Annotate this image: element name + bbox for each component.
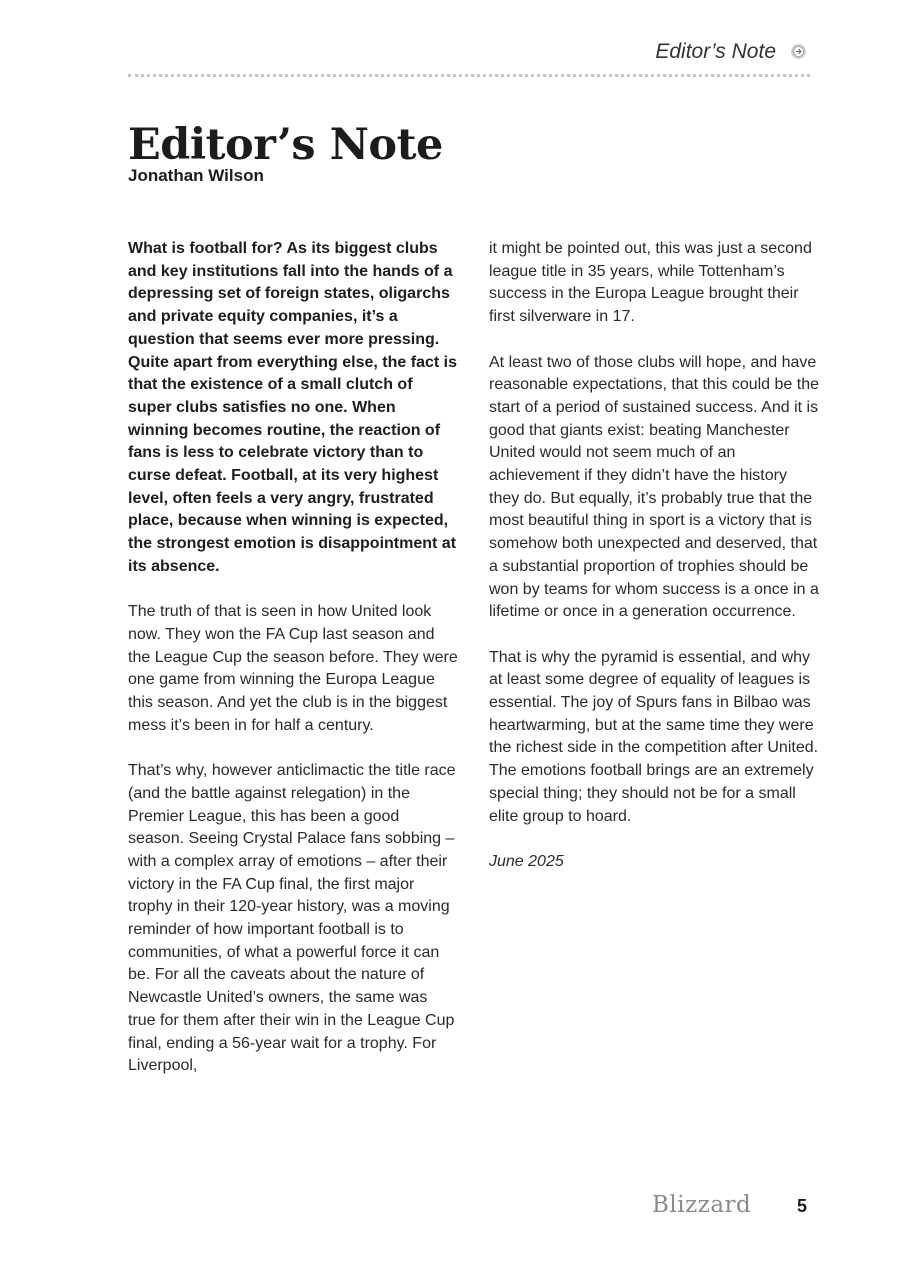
running-header-title: Editor’s Note xyxy=(655,40,776,63)
arrow-circle-icon xyxy=(791,44,806,59)
footer-brand: Blizzard xyxy=(652,1192,752,1218)
article-column-right xyxy=(489,238,819,896)
body-paragraph: it might be pointed out, this was just a second league title in 35 years, while Tottenham’s success in the Europa League brought their first silverware in 17. xyxy=(489,240,812,326)
article-author: Jonathan Wilson xyxy=(128,166,264,185)
page-number: 5 xyxy=(797,1196,808,1216)
body-paragraph: At least two of those clubs will hope, and have reasonable expectations, that this could be the start of a period of sustained success. And it is good that giants exist: beating Manchester United would not seem much of an achievement if they didn’t have the history they do. But equally, it’s probably true that the most beautiful thing in sport is a victory that is somehow both unexpected and deserved, that a substantial proportion of trophies should be won by teams for whom success is a once in a lifetime or once in a generation occurrence. xyxy=(489,353,819,621)
article-column-left xyxy=(128,238,458,1101)
article-title: Editor’s Note xyxy=(128,120,443,170)
body-paragraph: That’s why, however anticlimactic the title race (and the battle against relegation) in the Premier League, this has been a good season. Seeing Crystal Palace fans sobbing – with a complex array of emotions – after their victory in the FA Cup final, the first major trophy in their 120-year history, was a moving reminder of how important football is to communities, of what a powerful force it can be. For all the caveats about the nature of Newcastle United’s owners, the same was true for them after their win in the League Cup final, ending a 56-year wait for a trophy. For Liverpool, xyxy=(128,762,456,1075)
running-header xyxy=(128,38,810,77)
body-paragraph: The truth of that is seen in how United look now. They won the FA Cup last season and the League Cup the season before. They were one game from winning the Europa League this season. And yet the club is in the biggest mess it’s been in for half a century. xyxy=(128,603,458,734)
article-date: June 2025 xyxy=(489,852,564,870)
body-paragraph: That is why the pyramid is essential, and why at least some degree of equality of leagues is essential. The joy of Spurs fans in Bilbao was heartwarming, but at the same time they were the richest side in the competition after United. The emotions football brings are an extremely special thing; they should not be for a small elite group to hoard. xyxy=(489,648,819,825)
lead-paragraph: What is football for? As its biggest clubs and key institutions fall into the hands of a depressing set of foreign states, oligarchs and private equity companies, it’s a question that seems ever more pressing. Quite apart from everything else, the fact is that the existence of a small clutch of super clubs satisfies no one. When winning becomes routine, the reaction of fans is less to celebrate victory than to curse defeat. Football, at its very highest level, often feels a very angry, frustrated place, because when winning is expected, the strongest emotion is disappointment at its absence. xyxy=(128,240,457,575)
